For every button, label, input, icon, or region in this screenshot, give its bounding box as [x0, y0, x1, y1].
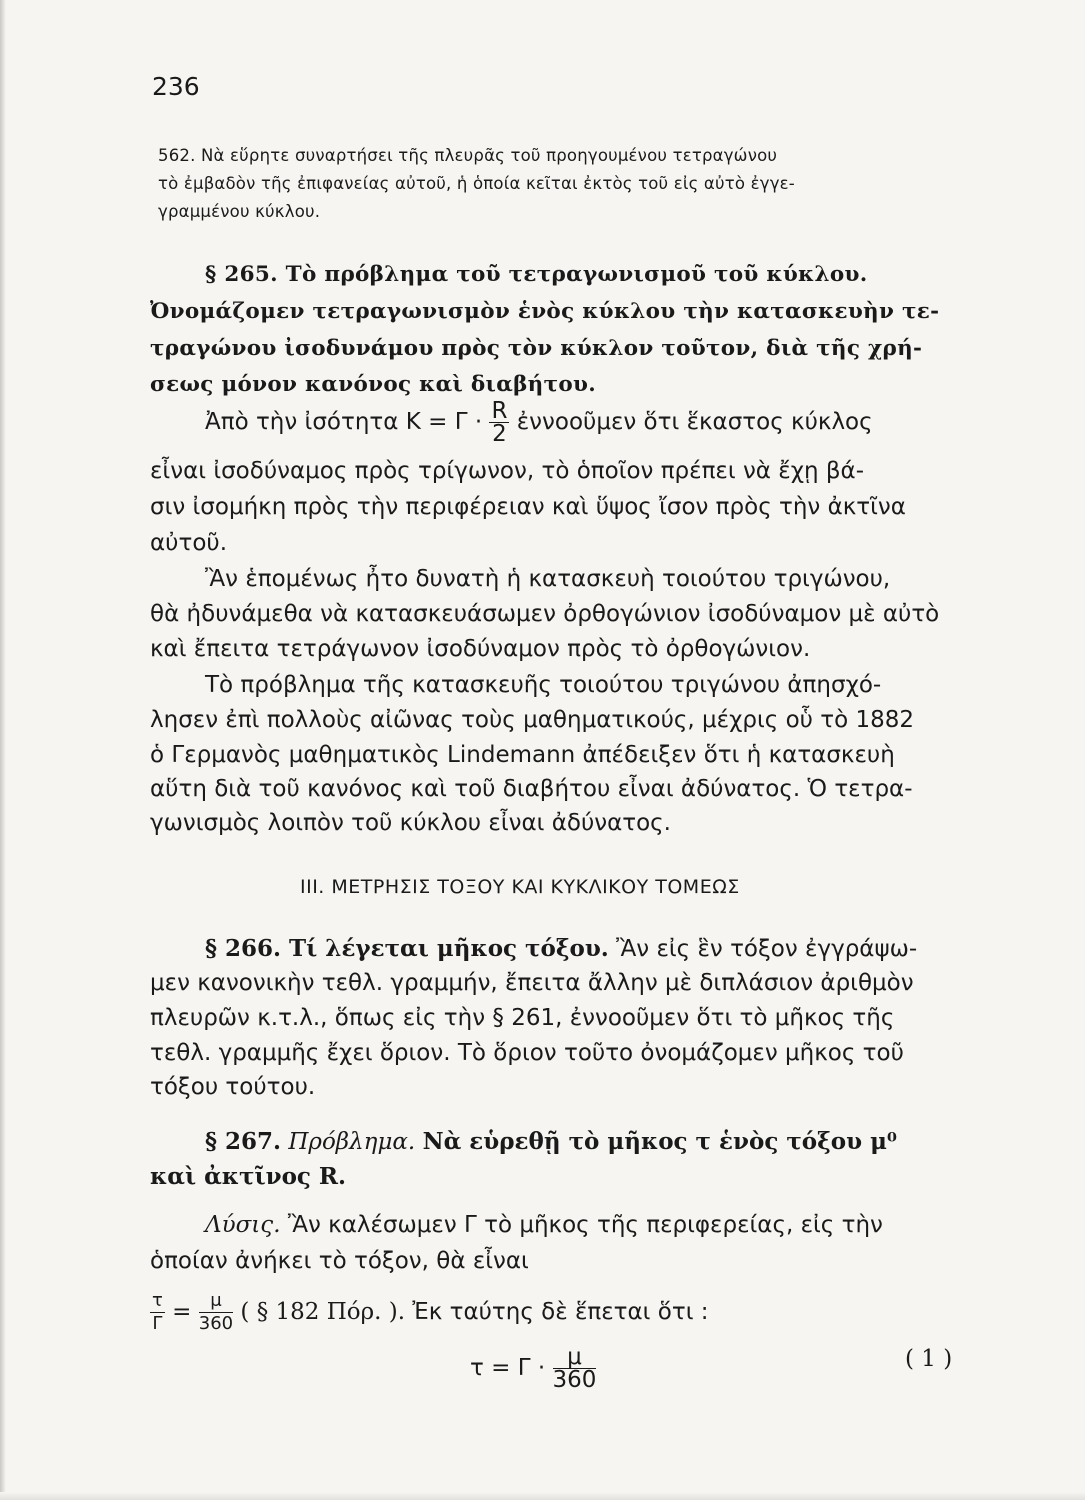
- fraction-denominator: 2: [492, 421, 507, 447]
- fraction-numerator: μ: [553, 1346, 597, 1369]
- section-266-line1: [205, 935, 1025, 962]
- solution-line2: ὁποίαν ἀνήκει τὸ τόξον, θὰ εἶναι: [150, 1248, 529, 1274]
- solution-line1: [205, 1212, 1025, 1238]
- exercise-562-line3: γραμμένου κύκλου.: [158, 202, 321, 221]
- paragraph3-line5: γωνισμὸς λοιπὸν τοῦ κύκλου εἶναι ἀδύνατος.: [150, 810, 671, 836]
- section-266-heading: § 266. Τί λέγεται μῆκος τόξου.: [205, 935, 609, 962]
- fraction-tau-over-gamma: [150, 1290, 165, 1335]
- section-267-heading-line2: καὶ ἀκτῖνος R.: [150, 1163, 347, 1190]
- paragraph1-line2: εἶναι ἰσοδύναμος πρὸς τρίγωνον, τὸ ὁποῖον πρέπει νὰ ἔχῃ βά-: [150, 458, 865, 484]
- page-bottom-shadow: [0, 1492, 1085, 1500]
- equation-2-label: ( 1 ): [905, 1346, 953, 1372]
- section-266-line1-rest: Ἂν εἰς ἓν τόξον ἐγγράψω-: [616, 936, 918, 962]
- section-265-heading: § 265. Τὸ πρόβλημα τοῦ τετραγωνισμοῦ τοῦ κύκλου.: [205, 262, 868, 287]
- fraction-mu-over-360: [553, 1346, 597, 1391]
- equation-1: [150, 1290, 970, 1335]
- fraction-mu-over-360: [199, 1290, 233, 1335]
- solution-label: Λύσις.: [205, 1212, 281, 1238]
- paragraph1-line3: σιν ἰσομήκη πρὸς τὴν περιφέρειαν καὶ ὕψος ἴσον πρὸς τὴν ἀκτῖνα: [150, 494, 906, 520]
- fraction-denominator: Γ: [152, 1313, 163, 1334]
- paragraph2-line1: Ἂν ἑπομένως ἦτο δυνατὴ ἡ κατασκευὴ τοιούτου τριγώνου,: [205, 566, 891, 592]
- section-266-line2: μεν κανονικὴν τεθλ. γραμμήν, ἔπειτα ἄλλην μὲ διπλάσιον ἀριθμὸν: [150, 970, 914, 996]
- exercise-562-line1: 562. Νὰ εὕρητε συναρτήσει τῆς πλευρᾶς τοῦ προηγουμένου τετραγώνου: [158, 146, 778, 165]
- section-267-heading: [205, 1128, 1025, 1155]
- section-265-definition-line2: τραγώνου ἰσοδυνάμου πρὸς τὸν κύκλον τοῦτον, διὰ τῆς χρή-: [150, 336, 923, 361]
- section-266-line3: πλευρῶν κ.τ.λ., ὅπως εἰς τὴν § 261, ἐννοοῦμεν ὅτι τὸ μῆκος τῆς: [150, 1005, 895, 1031]
- page-number: 236: [152, 72, 200, 101]
- section-267-heading-rest: Νὰ εὑρεθῇ τὸ μῆκος τ ἑνὸς τόξου μ⁰: [422, 1128, 897, 1155]
- paragraph3-line4: αὕτη διὰ τοῦ κανόνος καὶ τοῦ διαβήτου εἶναι ἀδύνατος. Ὁ τετρα-: [150, 776, 913, 802]
- solution-line1-text: Ἂν καλέσωμεν Γ τὸ μῆκος τῆς περιφερείας, εἰς τὴν: [287, 1212, 883, 1238]
- page-edge-shadow: [0, 0, 6, 1500]
- equation-prefix: Ἀπὸ τὴν ἰσότητα Κ = Γ ·: [205, 409, 483, 435]
- fraction-denominator: 360: [198, 1313, 234, 1334]
- section-266-line5: τόξου τούτου.: [150, 1074, 316, 1100]
- equation-suffix: ἐννοοῦμεν ὅτι ἕκαστος κύκλος: [516, 409, 873, 435]
- equation-area-circle: [205, 400, 1025, 445]
- paragraph3-line2: λησεν ἐπὶ πολλοὺς αἰῶνας τοὺς μαθηματικούς, μέχρις οὗ τὸ 1882: [150, 707, 915, 733]
- paragraph3-line1: Τὸ πρόβλημα τῆς κατασκευῆς τοιούτου τριγώνου ἀπησχό-: [205, 672, 882, 698]
- section-266-line4: τεθλ. γραμμῆς ἔχει ὅριον. Τὸ ὅριον τοῦτο ὀνομάζομεν μῆκος τοῦ: [150, 1040, 904, 1066]
- section-267-label: Πρόβλημα.: [288, 1129, 416, 1155]
- equals-sign: =: [172, 1299, 192, 1325]
- equation-1-reference: ( § 182 Πόρ. ).: [240, 1299, 406, 1325]
- chapter-heading: III. ΜΕΤΡΗΣΙΣ ΤΟΞΟΥ ΚΑΙ ΚΥΚΛΙΚΟΥ ΤΟΜΕΩΣ: [300, 876, 740, 898]
- paragraph1-line4: αὐτοῦ.: [150, 530, 228, 556]
- paragraph3-line3: ὁ Γερμανὸς μαθηματικὸς Lindemann ἀπέδειξεν ὅτι ἡ κατασκευὴ: [150, 742, 895, 768]
- section-265-definition-line1: Ὀνομάζομεν τετραγωνισμὸν ἑνὸς κύκλου τὴν κατασκευὴν τε-: [150, 299, 940, 324]
- paragraph2-line2: θὰ ἠδυνάμεθα νὰ κατασκευάσωμεν ὀρθογώνιον ἰσοδύναμον μὲ αὐτὸ: [150, 601, 940, 627]
- section-265-definition-line3: σεως μόνον κανόνος καὶ διαβήτου.: [150, 372, 597, 397]
- exercise-562-line2: τὸ ἐμβαδὸν τῆς ἐπιφανείας αὐτοῦ, ἡ ὁποία κεῖται ἐκτὸς τοῦ εἰς αὐτὸ ἐγγε-: [158, 174, 795, 193]
- fraction-numerator: τ: [152, 1290, 163, 1311]
- paragraph2-line3: καὶ ἔπειτα τετράγωνον ἰσοδύναμον πρὸς τὸ ὀρθογώνιον.: [150, 636, 811, 662]
- section-267-number: § 267.: [205, 1128, 282, 1155]
- equation-1-rest: Ἐκ ταύτης δὲ ἕπεται ὅτι :: [412, 1299, 709, 1325]
- equation-2: [470, 1346, 970, 1391]
- equation-2-lhs: τ = Γ ·: [470, 1355, 546, 1381]
- fraction-numerator: R: [491, 398, 508, 424]
- fraction-denominator: 360: [552, 1367, 597, 1393]
- fraction-r-over-2: [489, 400, 509, 445]
- fraction-numerator: μ: [199, 1290, 233, 1313]
